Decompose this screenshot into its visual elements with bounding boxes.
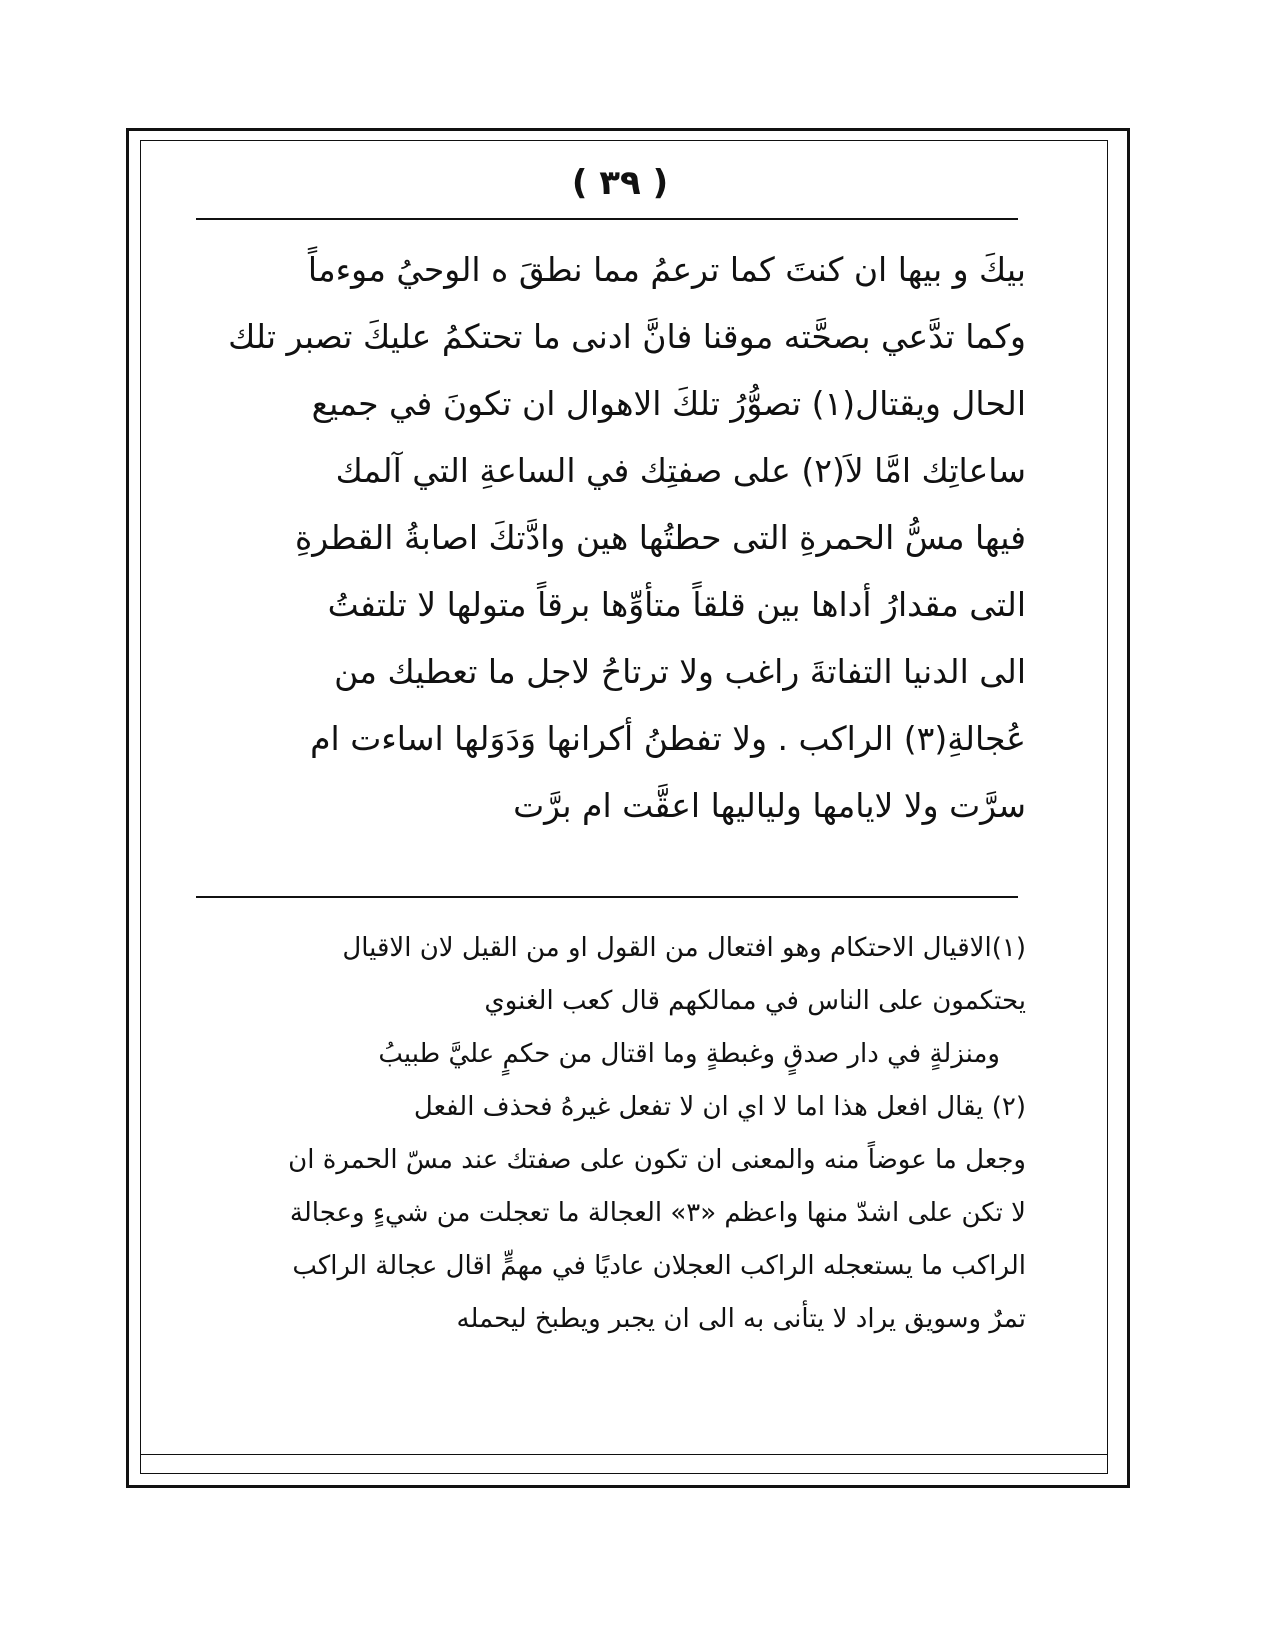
footnote-line: وجعل ما عوضاً منه والمعنى ان تكون على صفتك عند مسّ الحمرة ان bbox=[288, 1145, 1026, 1175]
main-text-line: بيكَ و بيها ان كنتَ كما ترعمُ مما نطقَ ه الوحيُ موءماً bbox=[307, 250, 1026, 289]
footnote-line: (١)الاقيال الاحتكام وهو افتعال من القول او من القيل لان الاقيال bbox=[342, 933, 1026, 963]
footnote-line: يحتكمون على الناس في ممالكهم قال كعب الغنوي bbox=[484, 986, 1026, 1016]
page-number: ( ٣٩ ) bbox=[571, 163, 669, 203]
footnote-verse-line: ومنزلةٍ في دار صدقٍ وغبطةٍ وما اقتال من حكمٍ عليَّ طبيبُ bbox=[378, 1039, 1000, 1069]
main-text-line: ساعاتِك امَّا لاَ(٢) على صفتِك في الساعةِ التي آلمك bbox=[335, 451, 1026, 490]
main-text-line: وكما تدَّعي بصحَّته موقنا فانَّ ادنى ما تحتكمُ عليكَ تصبر تلك bbox=[228, 317, 1026, 356]
footnote-line: تمرٌ وسويق يراد لا يتأنى به الى ان يجبر ويطبخ ليحمله bbox=[456, 1304, 1026, 1334]
header-rule bbox=[196, 218, 1018, 220]
footnote-line: الراكب ما يستعجله الراكب العجلان عاديًا في مهمٍّ اقال عجالة الراكب bbox=[292, 1251, 1026, 1281]
main-text-line: سرَّت ولا لايامها ولياليها اعقَّت ام برَّت bbox=[513, 786, 1026, 825]
main-text-line: فيها مسُّ الحمرةِ التى حطتُها هين وادَّتكَ اصابةُ القطرةِ bbox=[294, 518, 1026, 557]
footnote-rule bbox=[196, 896, 1018, 898]
frame-bottom-rule bbox=[140, 1454, 1108, 1455]
footnote-line: (٢) يقال افعل هذا اما لا اي ان لا تفعل غيرهُ فحذف الفعل bbox=[413, 1092, 1026, 1122]
main-text-line: التى مقدارُ أداها بين قلقاً متأوِّها برقاً متولها لا تلتفتُ bbox=[327, 585, 1026, 624]
main-text-line: الحال ويقتال(١) تصوُّرُ تلكَ الاهوال ان تكونَ في جميع bbox=[311, 384, 1026, 423]
main-text bbox=[190, 236, 1026, 839]
footnote-line: لا تكن على اشدّ منها واعظم «٣» العجالة ما تعجلت من شيءٍ وعجالة bbox=[289, 1198, 1026, 1228]
main-text-line: الى الدنيا التفاتةَ راغب ولا ترتاحُ لاجل ما تعطيك من bbox=[334, 652, 1026, 691]
footnotes bbox=[186, 922, 1026, 1346]
main-text-line: عُجالةِ(٣) الراكب . ولا تفطنُ أكرانها وَدَوَلها اساءت ام bbox=[310, 719, 1026, 758]
